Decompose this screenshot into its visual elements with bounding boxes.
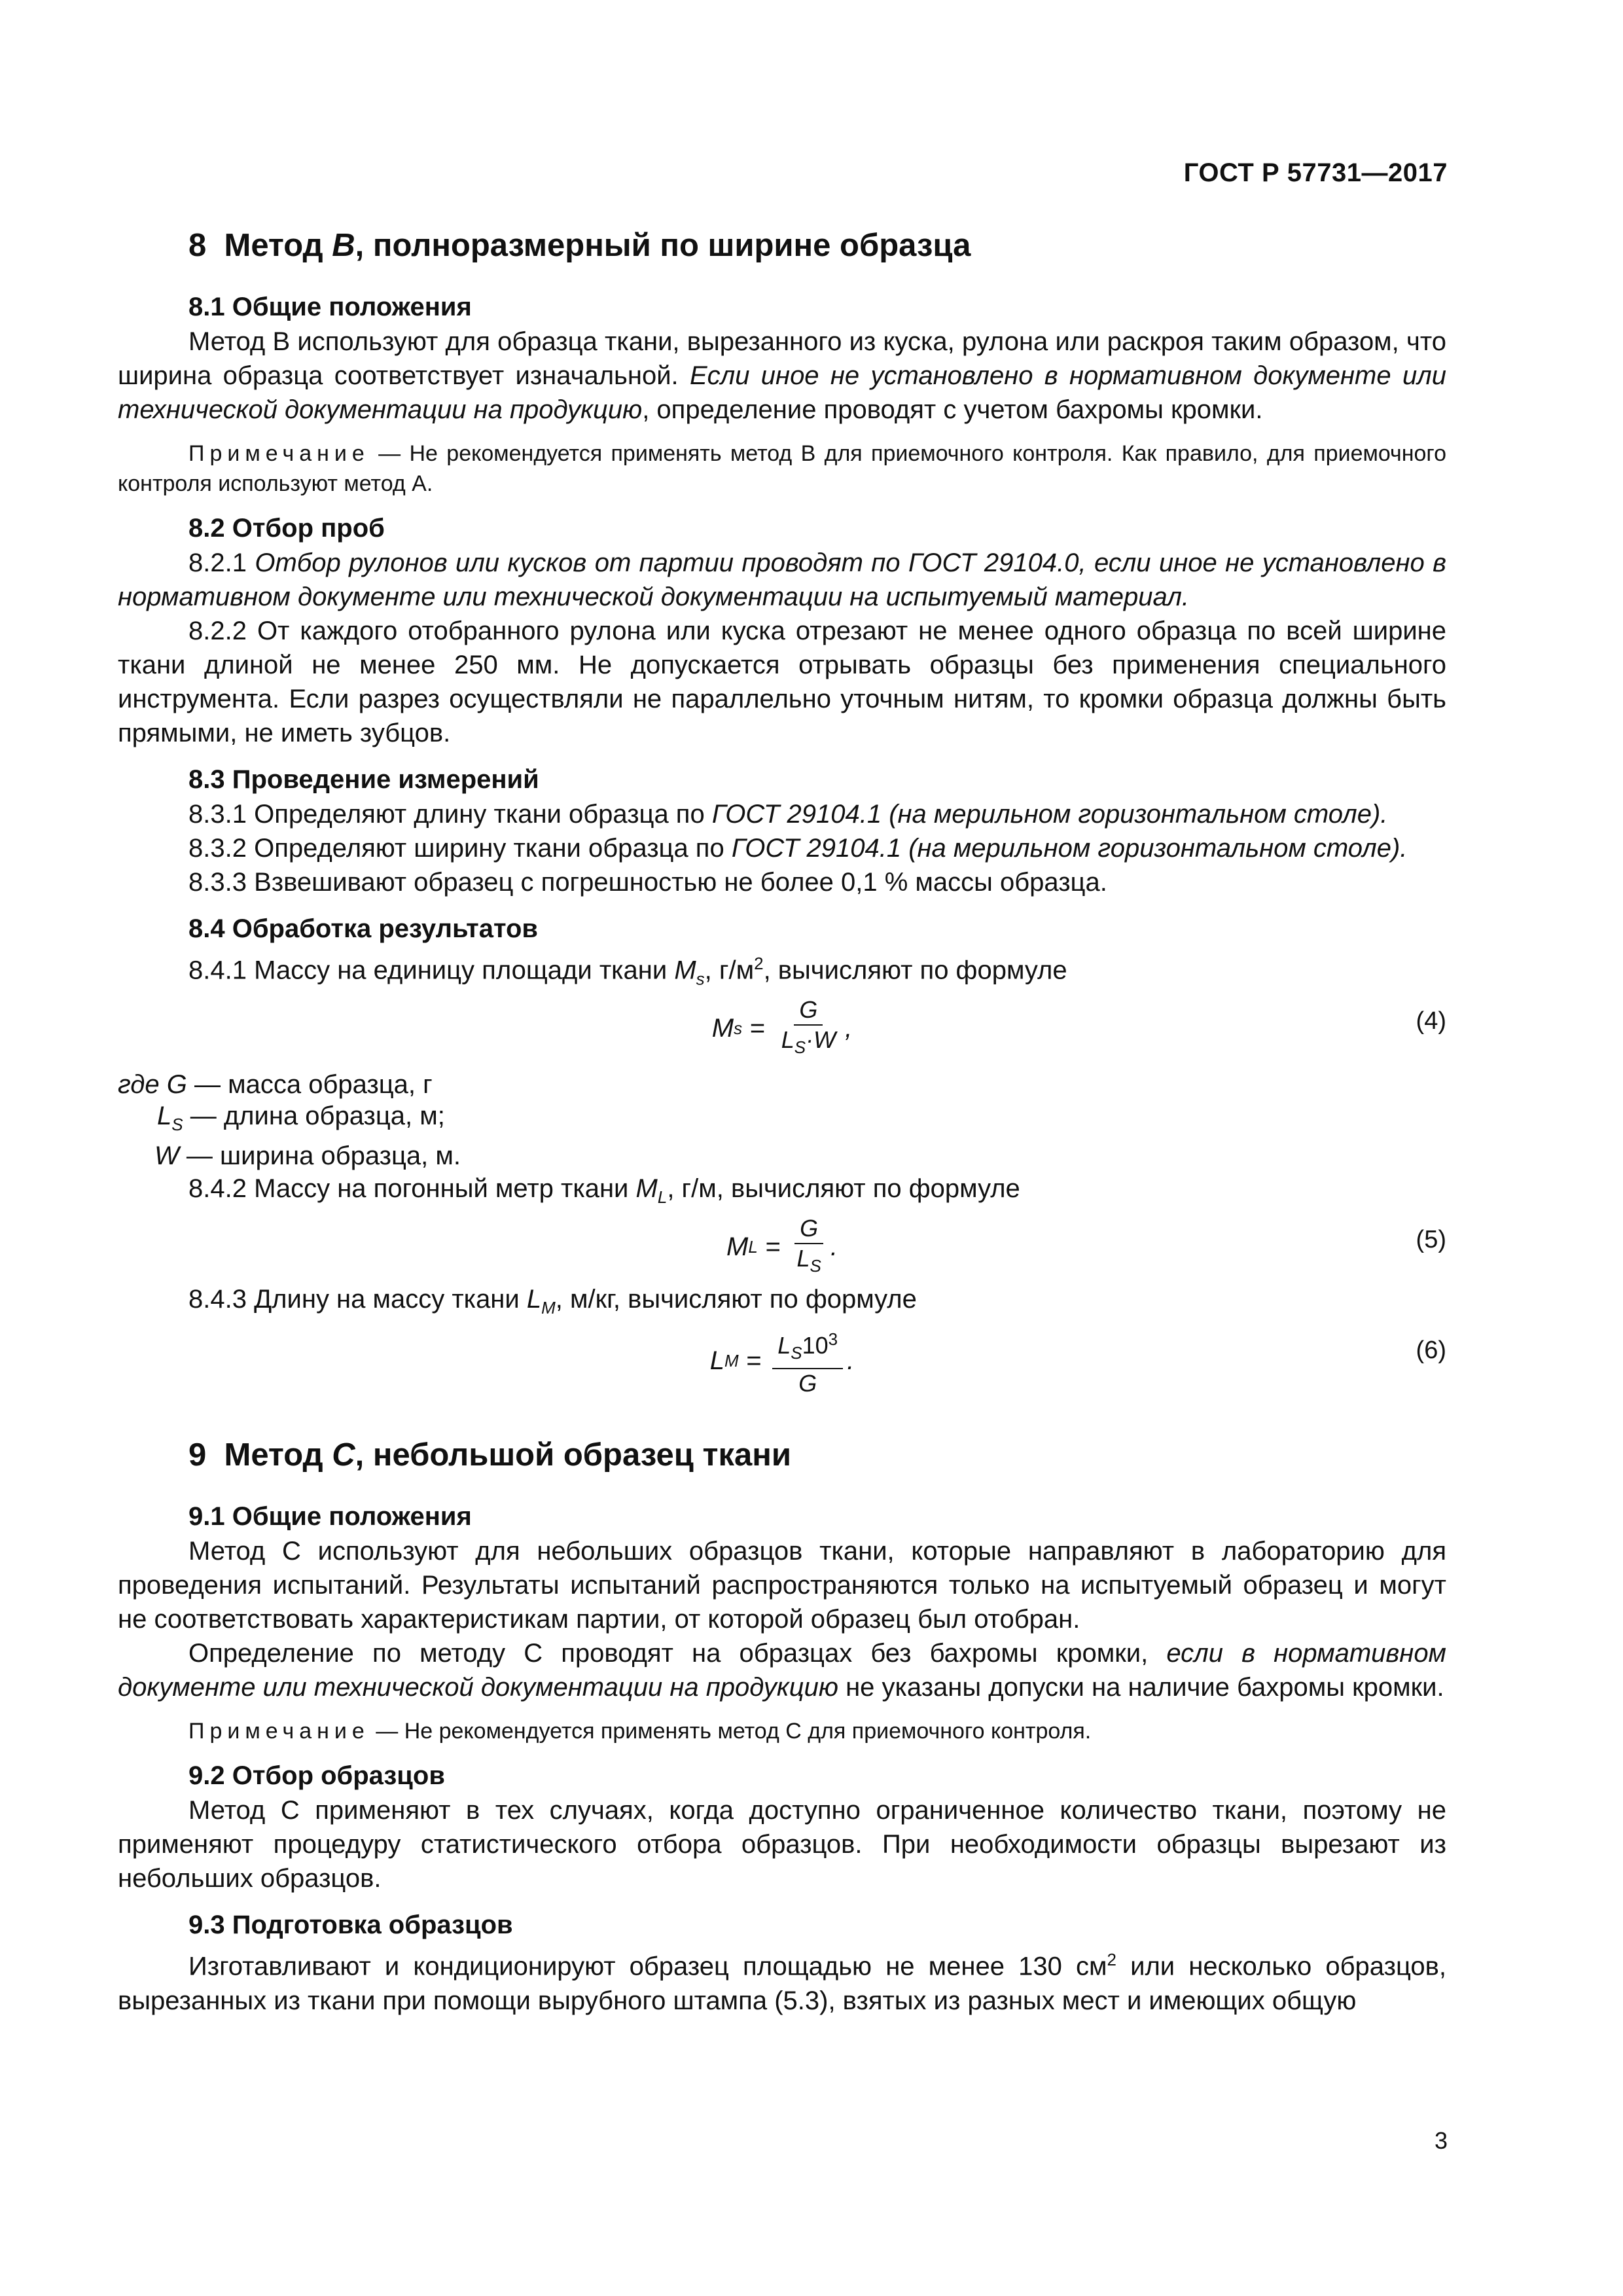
section-8-3-3-paragraph: 8.3.3 Взвешивают образец с погрешностью не более 0,1 % массы образца.: [188, 868, 1107, 897]
section-9-1-note: Примечание — Не рекомендуется применять метод С для приемочного контроля.: [188, 1719, 1092, 1744]
where-item: $L_S$ — длина образца, м;: [157, 1102, 445, 1135]
where-item: где G — масса образца, г: [118, 1070, 433, 1100]
section-9-1-title: 9.1 Общие положения: [188, 1502, 472, 1532]
section-8-4-1-paragraph: 8.4.1 Массу на единицу площади ткани $M_s$, $г/м^2$, вычисляют по формуле: [188, 954, 1067, 989]
section-9-3-paragraph: Изготавливают и кондиционируют образец площадью не менее 130 $см^2$ или несколько образцов, вырезанных из ткани при помощи вырубного штампа (5.3), взятых из разных мест и имеющих общую: [118, 1950, 1447, 2015]
section-8-3-title: 8.3 Проведение измерений: [188, 765, 539, 794]
section-9-3-title: 9.3 Подготовка образцов: [188, 1910, 513, 1940]
section-8-1-note: Примечание — Не рекомендуется применять метод В для приемочного контроля. Как правило, для приемочного контроля используют метод А.: [118, 441, 1446, 496]
section-8-4-3-paragraph: 8.4.3 Длину на массу ткани $L_M$, м/кг, вычисляют по формуле: [188, 1285, 917, 1318]
section-8-1-paragraph: Метод В используют для образца ткани, вырезанного из куска, рулона или раскроя таким образом, что ширина образца соответствует изначальной. Если иное не установлено в нормативном документе или технической документации на продукцию, определение проводят с учетом бахромы кромки.: [118, 327, 1446, 424]
formula-4-label: (4): [1416, 1007, 1446, 1035]
formula-5-label: (5): [1416, 1226, 1446, 1254]
section-9-1-paragraph-1: Метод С используют для небольших образцов ткани, которые направляют в лабораторию для проведения испытаний. Результаты испытаний распространяются только на испытуемый образец и могут не соответствовать характеристикам партии, от которой образец был отобран.: [118, 1537, 1446, 1634]
where-item: W — ширина образца, м.: [154, 1141, 461, 1171]
section-8-4-title: 8.4 Обработка результатов: [188, 914, 539, 943]
formula-5: M L = $\frac{G}{L_S}$ . (5): [726, 1215, 1446, 1276]
section-8-4-2-paragraph: 8.4.2 Массу на погонный метр ткани $M_L$, г/м, вычисляют по формуле: [188, 1174, 1020, 1208]
section-8-3-1-paragraph: 8.3.1 Определяют длину ткани образца по ГОСТ 29104.1 (на мерильном горизонтальном столе).: [188, 800, 1388, 829]
formula-4: M s = $\frac{G}{L_S\cdot W}$ , (4): [711, 996, 1446, 1058]
formula-6: L M = $\frac{L_S10^3}{G}$ . (6): [118, 1325, 1446, 1393]
formula-6-label: (6): [1416, 1336, 1446, 1365]
section-9-2-title: 9.2 Отбор образцов: [188, 1761, 445, 1791]
section-9-1-paragraph-2: Определение по методу С проводят на образцах без бахромы кромки, если в нормативном документе или технической документации на продукцию не указаны допуски на наличие бахромы кромки.: [118, 1639, 1446, 1702]
section-8-2-title: 8.2 Отбор проб: [188, 514, 385, 543]
section-8-2-1-paragraph: 8.2.1 Отбор рулонов или кусков от партии проводят по ГОСТ 29104.0, если иное не установлено в нормативном документе или технической документации на испытуемый материал.: [118, 548, 1446, 611]
section-8-title: 8 Метод В, полноразмерный по ширине образца: [188, 228, 971, 263]
section-9-title: 9 Метод С, небольшой образец ткани: [188, 1437, 792, 1473]
section-8-2-2-paragraph: 8.2.2 От каждого отобранного рулона или куска отрезают не менее одного образца по всей ширине ткани длиной не менее 250 мм. Не допускается отрывать образцы без применения специального инструмента. Если разрез осуществляли не параллельно уточным нитям, то кромки образца должны быть прямыми, не иметь зубцов.: [118, 617, 1446, 747]
section-9-2-paragraph: Метод С применяют в тех случаях, когда доступно ограниченное количество ткани, поэтому не применяют процедуру статистического отбора образцов. При необходимости образцы вырезают из небольших образцов.: [118, 1796, 1446, 1893]
where-list: [118, 1069, 1446, 1172]
document-header: ГОСТ Р 57731—2017: [1183, 158, 1448, 187]
section-8-1-title: 8.1 Общие положения: [188, 293, 472, 321]
section-8-3-2-paragraph: 8.3.2 Определяют ширину ткани образца по ГОСТ 29104.1 (на мерильном горизонтальном столе).: [188, 834, 1408, 863]
page-content: [118, 223, 1446, 2018]
page-number: 3: [1434, 2127, 1448, 2154]
